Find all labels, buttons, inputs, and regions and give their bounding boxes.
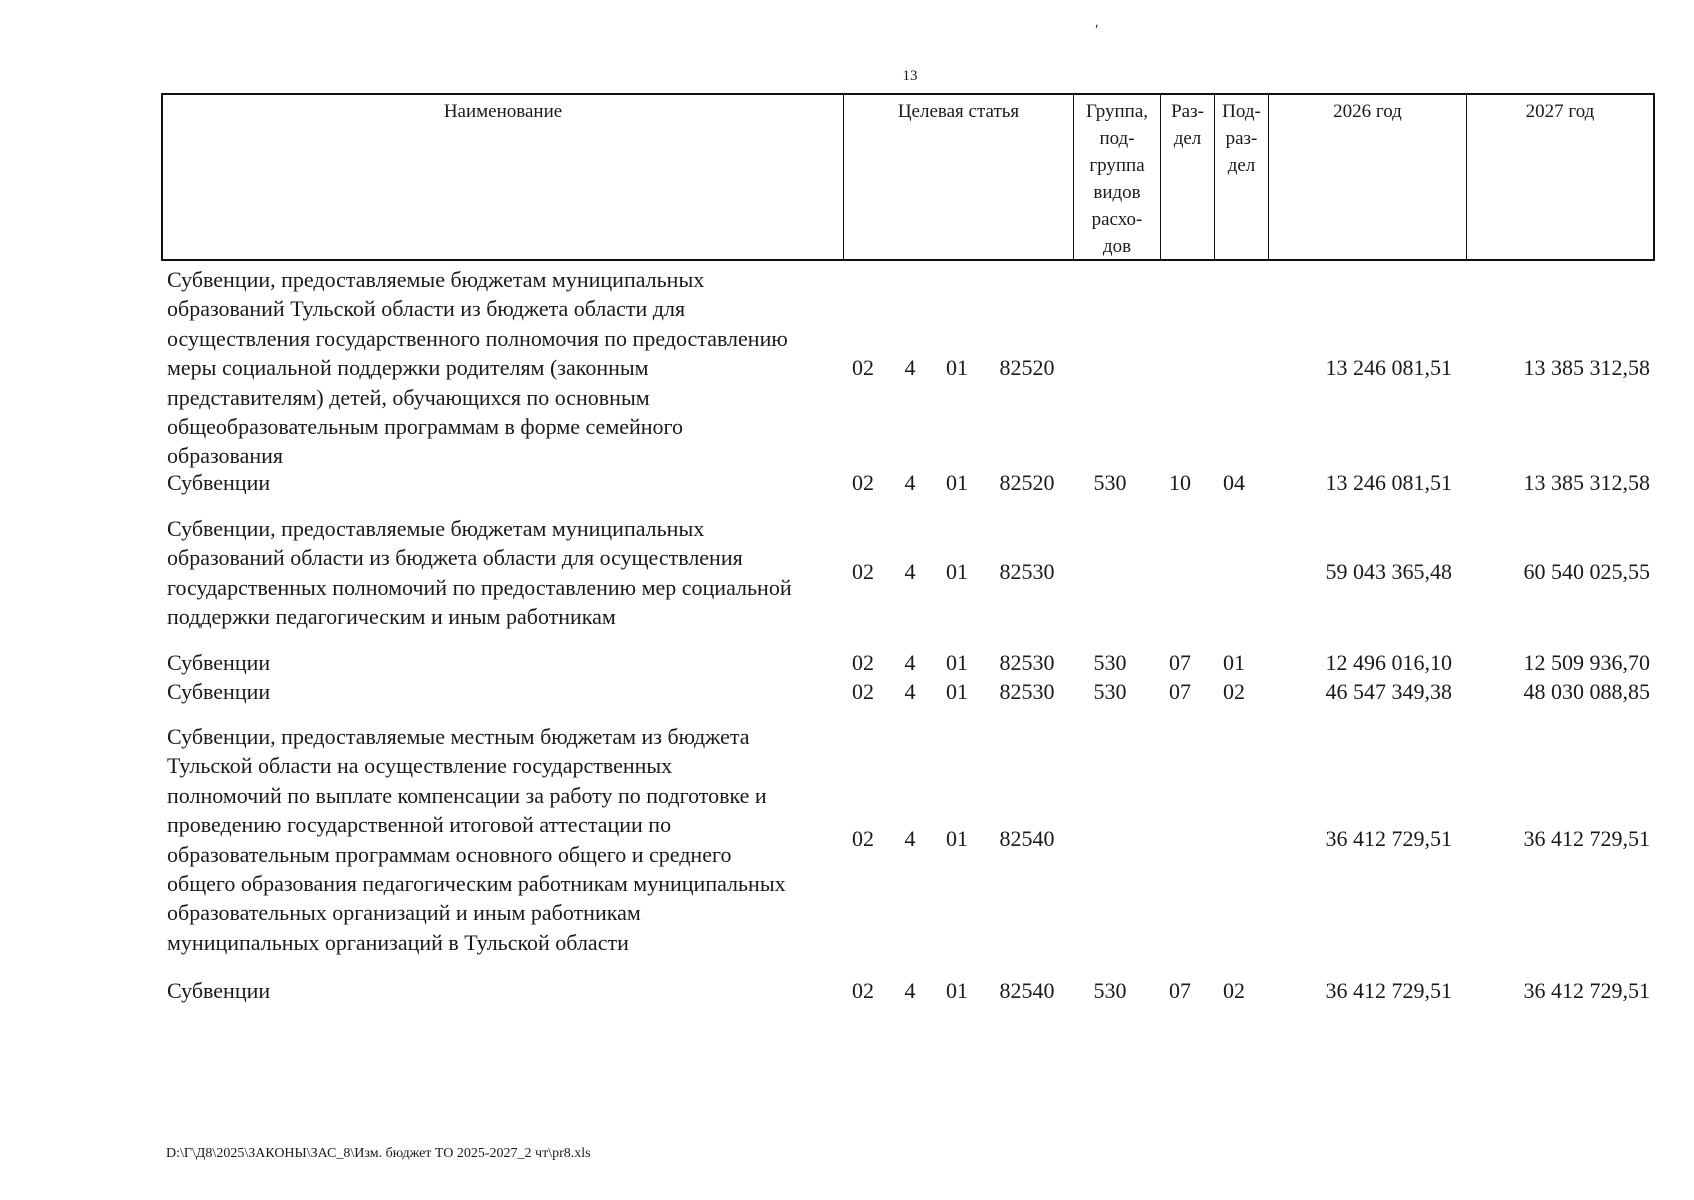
header-section [1161,95,1215,259]
expense-group-code: 530 [1093,679,1127,704]
target-program-code: 02 [852,470,874,495]
header-subsection-line: дел [1227,155,1256,176]
header-expense-group [1074,95,1161,259]
header-section-line: Раз- [1171,101,1204,122]
file-path-footer: D:\Г\Д8\2025\ЗАКОНЫ\ЗАС_8\Изм. бюджет ТО 2025-2027_2 чт\pr8.xls [166,1146,591,1161]
section-code: 07 [1169,978,1191,1003]
target-subprogram-code: 4 [904,470,916,495]
header-group-line: расхо- [1091,209,1143,230]
amount-2026: 36 412 729,51 [1325,826,1452,851]
target-direction-code: 82530 [999,650,1055,675]
header-subsection-line: Под- [1222,101,1261,122]
target-direction-code: 82530 [999,679,1055,704]
expense-group-code: 530 [1093,978,1127,1003]
header-target-article [844,95,1074,259]
amount-2026: 12 496 016,10 [1325,650,1452,675]
amount-2026: 36 412 729,51 [1325,978,1452,1003]
target-direction-code: 82530 [999,559,1055,584]
header-year-2027 [1467,95,1653,259]
target-subprogram-code: 4 [904,978,916,1003]
row-name-line: государственных полномочий по предоставлению мер социальной [167,574,792,600]
row-name-line: полномочий по выплате компенсации за работу по подготовке и [167,782,767,808]
target-subprogram-code: 4 [904,559,916,584]
header-group-line: дов [1102,236,1132,257]
header-subsection-line: раз- [1225,128,1258,149]
row-name-line: меры социальной поддержки родителям (законным [167,355,649,381]
target-program-code: 02 [852,978,874,1003]
row-name-line: общеобразовательным программам в форме семейного [167,414,684,440]
target-event-code: 01 [946,559,968,584]
amount-2027: 13 385 312,58 [1523,470,1650,495]
row-name-line: проведению государственной итоговой аттестации по [167,812,672,838]
target-program-code: 02 [852,650,874,675]
table-header [161,93,1655,261]
row-name-line: образовательным программам основного общего и среднего [167,841,732,867]
target-direction-code: 82520 [999,470,1055,495]
header-name [163,95,844,259]
stray-mark: ʹ [1095,22,1099,39]
header-section-line: дел [1173,128,1202,149]
target-subprogram-code: 4 [904,650,916,675]
row-name-line: образования [167,443,284,469]
subsection-code: 04 [1223,470,1245,495]
header-group-line: видов [1093,182,1141,203]
row-name-line: Субвенции, предоставляемые местным бюджетам из бюджета [167,724,750,749]
expense-group-code: 530 [1093,470,1127,495]
target-program-code: 02 [852,679,874,704]
amount-2027: 13 385 312,58 [1523,355,1650,380]
row-name-line: осуществления государственного полномочия по предоставлению [167,325,788,351]
page-number: 13 [902,68,918,84]
header-year-line: 2026 год [1333,101,1402,122]
header-year-line: 2027 год [1525,101,1595,122]
target-event-code: 01 [946,679,968,704]
row-name-line: общего образования педагогическим работникам муниципальных [167,871,786,897]
target-event-code: 01 [946,470,968,495]
subsection-code: 02 [1223,679,1245,704]
target-program-code: 02 [852,355,874,380]
row-name-line: образований области из бюджета области для осуществления [167,545,743,571]
amount-2026: 59 043 365,48 [1325,559,1452,584]
header-group-line: группа [1089,155,1145,176]
amount-2027: 36 412 729,51 [1523,978,1650,1003]
amount-2026: 13 246 081,51 [1325,355,1452,380]
header-group-line: Группа, [1085,101,1149,122]
section-code: 07 [1169,650,1191,675]
header-subsection [1215,95,1269,259]
amount-2027: 36 412 729,51 [1523,826,1650,851]
subsection-code: 01 [1223,650,1245,675]
subsection-code: 02 [1223,978,1245,1003]
row-name-line: Субвенции [167,978,271,1003]
target-program-code: 02 [852,559,874,584]
target-subprogram-code: 4 [904,679,916,704]
target-event-code: 01 [946,355,968,380]
row-name-line: Субвенции, предоставляемые бюджетам муниципальных [167,267,705,292]
row-name-line: поддержки педагогическим и иным работникам [167,604,616,630]
amount-2026: 13 246 081,51 [1325,470,1452,495]
expense-group-code: 530 [1093,650,1127,675]
target-event-code: 01 [946,650,968,675]
header-group-line: под- [1099,128,1135,149]
section-code: 10 [1169,470,1191,495]
amount-2026: 46 547 349,38 [1325,679,1452,704]
row-name-line: муниципальных организаций в Тульской области [167,929,629,955]
row-name-line: Субвенции [167,650,271,675]
section-code: 07 [1169,679,1191,704]
header-year-2026 [1269,95,1467,259]
row-name-line: представителям) детей, обучающихся по основным [167,384,650,410]
row-name-line: образований Тульской области из бюджета области для [167,296,686,322]
target-event-code: 01 [946,826,968,851]
target-direction-code: 82540 [999,826,1055,851]
amount-2027: 60 540 025,55 [1523,559,1650,584]
row-name-line: образовательных организаций и иным работникам [167,900,641,926]
row-name-line: Субвенции, предоставляемые бюджетам муниципальных [167,516,705,541]
target-subprogram-code: 4 [904,355,916,380]
header-target-line: Целевая статья [897,101,1020,122]
target-subprogram-code: 4 [904,826,916,851]
amount-2027: 12 509 936,70 [1523,650,1650,675]
target-event-code: 01 [946,978,968,1003]
row-name-line: Тульской области на осуществление государственных [167,753,673,779]
target-direction-code: 82540 [999,978,1055,1003]
header-name-line: Наименование [443,101,563,122]
target-program-code: 02 [852,826,874,851]
target-direction-code: 82520 [999,355,1055,380]
row-name-line: Субвенции [167,470,271,495]
row-name-line: Субвенции [167,679,271,704]
amount-2027: 48 030 088,85 [1523,679,1650,704]
